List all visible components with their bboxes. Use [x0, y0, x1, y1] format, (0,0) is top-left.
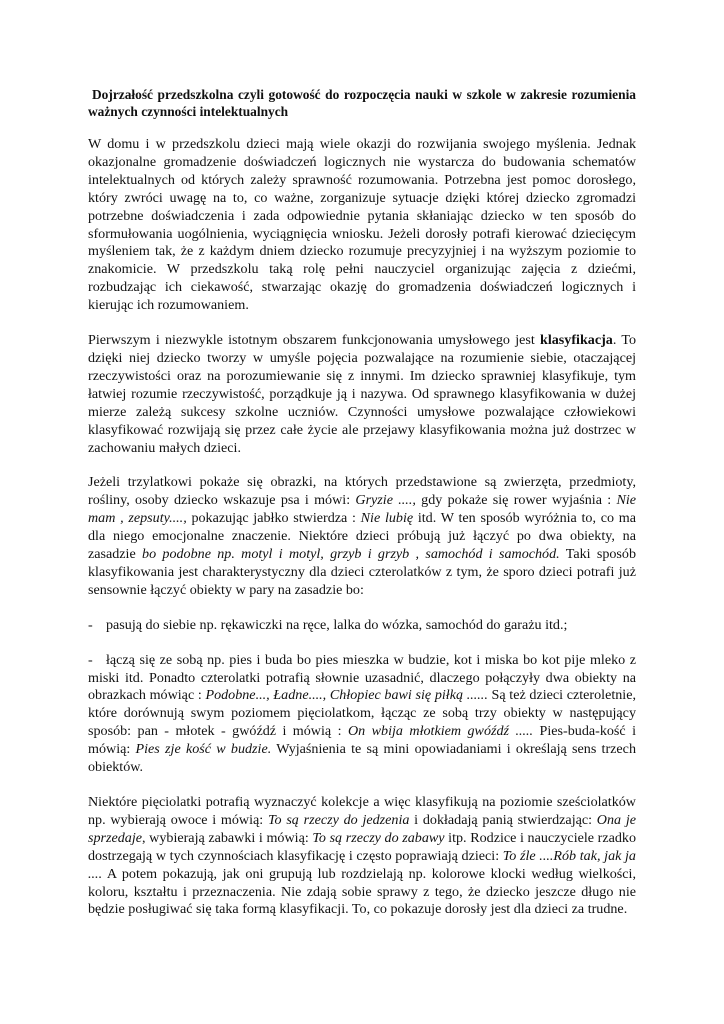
quote-bo-podobne: bo podobne np. motyl i motyl, grzyb i grzyb , samochód i samochód.: [142, 546, 560, 563]
quote-podobne: Podobne..., Ładne...., Chłopiec bawi się piłką ......: [205, 687, 488, 704]
quote-ona-je-sprzedaje: Ona je sprzedaje: [88, 811, 637, 846]
quote-pies-zje: Pies zje kość w budzie.: [135, 741, 272, 758]
paragraph-2-text-c: . To dzięki niej dziecko tworzy w umyśle pojęcia pozwalające na rozumienie siebie, otaczającej rzeczywistości oraz na porozumiewanie się z innymi. Im dziecko sprawniej klasyfikuje, tym łatwiej rozumie rzeczywistość, porządkuje ją i nazywa. Od sprawnego klasyfikowania w dużej mierze zależą sukcesy szkolne uczniów. Czynności umysłowe pozwalające człowiekowi klasyfikować rozwijają się przez całe życie ale przejawy klasyfikowania można już dostrzec w zachowaniu małych dzieci.: [88, 332, 636, 456]
document-title: Dojrzałość przedszkolna czyli gotowość do rozpoczęcia nauki w szkole w zakresie rozumienia ważnych czynności intelektualnych: [88, 87, 636, 119]
paragraph-1: W domu i w przedszkolu dzieci mają wiele okazji do rozwijania swojego myślenia. Jednak okazjonalne gromadzenie doświadczeń logicznych nie wystarcza do budowania schematów intelektualnych od których zależy sprawność rozumowania. Potrzebna jest pomoc dorosłego, który zwróci uwagę na to, co ważne, zorganizuje sytuacje dzięki której dziecko zgromadzi potrzebne doświadczenia i zada odpowiednie pytania skłaniając dziecko w ten sposób do sformułowania uogólnienia, wyciągnięcia wniosku. Jeżeli dorosły potrafi kierować dziecięcym myśleniem tak, że z każdym dniem dziecko rozumuje precyzyjniej i na wyższym poziomie to znakomicie. W przedszkolu taką rolę pełni nauczyciel organizując zajęcia z dziećmi, rozbudzając ich ciekawość, stwarzając okazję do gromadzenia doświadczeń logicznych i kierując ich rozumowaniem.: [88, 136, 636, 314]
quote-gryzie: Gryzie ....,: [355, 492, 416, 509]
paragraph-4-text-a: Niektóre pięciolatki potrafią wyznaczyć kolekcje a więc klasyfikują na poziomie sześciolatków np. wybierają owoce i mówią:: [88, 794, 636, 828]
paragraph-4-text-c: i dokładają panią stwierdzając:: [409, 811, 597, 828]
list-item-2: [88, 652, 636, 777]
paragraph-3-text-i: Taki sposób klasyfikowania jest charakterystyczny dla dzieci czterolatków z tym, że sporo dzieci potrafi już sensownie łączyć obiekty w pary na zasadzie bo:: [88, 546, 637, 598]
paragraph-3-text-g: itd. W ten sposób wyróżnia to, co ma dla niego emocjonalne znaczenie. Niektóre dzieci próbują już łączyć po dwa obiekty, na zasadzie: [88, 510, 636, 563]
paragraph-3-text-e: pokazując jabłko stwierdza :: [186, 510, 361, 527]
quote-on-wbija: On wbija młotkiem gwóźdź .....: [347, 723, 534, 740]
list-item-2-text-a: łączą się ze sobą np. pies i buda bo pies mieszka w budzie, kot i miska bo kot pije mleko z miski itd. Ponadto czterolatki potrafią słownie uzasadnić, dlaczego połączyły dwa obiekty na obrazkach mówiąc :: [88, 651, 636, 704]
list-item-1: [88, 617, 636, 635]
quote-to-zle: To źle ....Rób tak, jak ja ....: [88, 847, 636, 882]
quote-rzeczy-do-zabawy: To są rzeczy do zabawy: [312, 829, 445, 846]
list-item-2-text-g: Wyjaśnienia te są mini opowiadaniami i określają sens trzech obiektów.: [88, 741, 636, 776]
list-item-2-text-c: Są też dzieci czteroletnie, które dorównują swym poziomem pięciolatkom, łącząc ze sobą trzy obiekty w następujący sposób: pan - młotek - gwóźdź i mówią :: [88, 687, 636, 740]
paragraph-4-text-g: itp. Rodzice i nauczyciele rzadko dostrzegają w tych czynnościach klasyfikację i często poprawiają dzieci:: [88, 829, 636, 864]
quote-rzeczy-do-jedzenia: To są rzeczy do jedzenia: [267, 811, 410, 828]
list-dash: -: [88, 651, 93, 668]
paragraph-2-text-a: Pierwszym i niezwykle istotnym obszarem funkcjonowania umysłowego jest: [88, 332, 540, 349]
list-item-2-text-e: Pies-buda-kość i mówią:: [88, 723, 637, 758]
list-item-1-text: pasują do siebie np. rękawiczki na ręce, lalka do wózka, samochód do garażu itd.;: [106, 616, 568, 633]
quote-nie-mam: Nie mam , zepsuty....,: [88, 492, 637, 527]
paragraph-4-text-e: , wybierają zabawki i mówią:: [142, 829, 313, 846]
keyword-klasyfikacja: klasyfikacja: [540, 332, 613, 349]
quote-nie-lubie: Nie lubię: [360, 510, 414, 527]
paragraph-4-text-i: A potem pokazują, jak oni grupują lub rozdzielają np. kolorowe klocki według wielkości, koloru, kształtu i przeznaczenia. Nie zdają sobie sprawy z tego, że dziecko jeszcze długo nie będzie posługiwać się taka formą klasyfikacji. To, co pokazuje dorosły jest dla dzieci za trudne.: [88, 865, 636, 918]
paragraph-3: [88, 474, 636, 599]
paragraph-3-text-c: gdy pokaże się rower wyjaśnia :: [415, 492, 617, 509]
paragraph-3-text-a: Jeżeli trzylatkowi pokaże się obrazki, na których przedstawione są zwierzęta, przedmioty, rośliny, osoby dziecko wskazuje psa i mówi:: [88, 474, 636, 509]
paragraph-4: [88, 794, 636, 919]
paragraph-2: [88, 332, 636, 457]
list-dash: -: [88, 616, 93, 633]
